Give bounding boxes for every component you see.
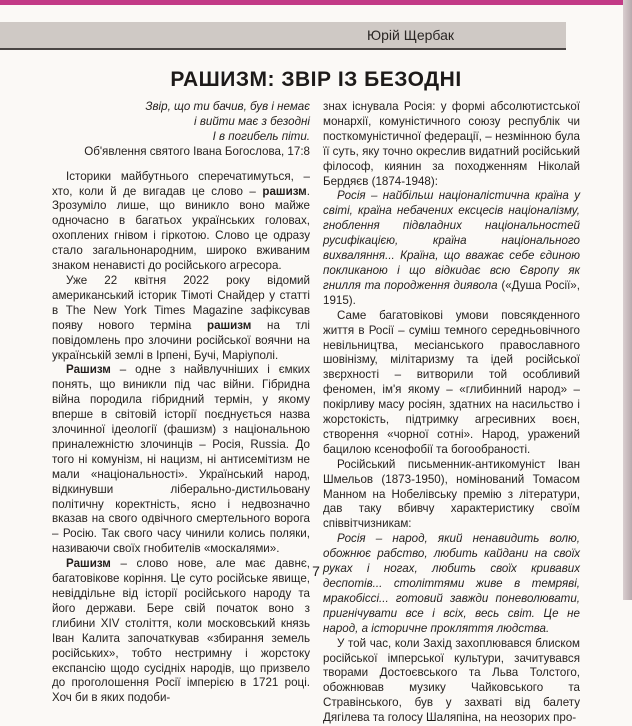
paragraph: Російський письменник-антикомуніст Іван Шмельов (1873-1950), номінований Томасом Манном на Нобелівську премію з літератури, дав таку вбивчу характеристику своїм співвітчизникам:: [323, 457, 580, 531]
paragraph: Саме багатовікові умови повсякденного життя в Росії – суміш темного середньовічного невільництва, месіанського православного шовінізму, мілітаризму та ідей російської звєрхності – витворили той особливий феномен, ім'я якому – «глибинний народ» – покірливу масу росіян, здатних на насильство і жорстокість, підтримку агресивних воєн, створення «чорної сотні». Народ, уражений бацилою ксенофобії та богообраності.: [323, 308, 580, 456]
page-number: 7: [312, 563, 320, 579]
epigraph-line: І в погибель піти.: [212, 129, 310, 143]
paragraph: [52, 170, 310, 274]
paragraph: [52, 274, 310, 363]
bold-term: Рашизм: [66, 557, 111, 571]
paragraph-text: Уже 22 квітня 2022 року відомий американський історик Тімоті Снайдер у статті в The New York Times Magazine зафіксував появу нового терміна: [52, 273, 310, 332]
paragraph-text: на тлі повідомлень про злочини російської воячни на українській землі в Ірпені, Бучі, Маріуполі.: [52, 318, 310, 362]
quote-source: («Душа Росії», 1915).: [323, 278, 580, 307]
quote: [323, 189, 580, 308]
bold-term: рашизм: [206, 318, 252, 332]
right-column: [323, 100, 580, 726]
top-color-strip: [0, 0, 632, 5]
bold-term: рашизм: [262, 184, 307, 198]
quote: Росія – народ, який ненавидить волю, обожнює рабство, любить кайдани на своїх руках і ногах, любить своїх кривавих деспотів... століттями живе в темряві, мракобіссі... готовий завжди поневолювати, пригнічувати все і всіх, весь світ. Це не народ, а історичне прокляття людства.: [323, 532, 580, 635]
paragraph: [52, 363, 310, 557]
paragraph: У той час, коли Захід захоплювався блиском російської імперської культури, зачитувався творами Достоєвського та Льва Толстого, обожнював музику Чайковського та Стравінського, був у захваті від балету Дягілева та голосу Шаляпіна, на неозорих про-: [323, 636, 580, 725]
running-header: [0, 22, 566, 50]
paragraph-text: – одне з найвлучніших і ємких понять, що виникли під час війни. Гібридна війна породила гібридний термін, у якому вперше в світовій історії поєднується назва злочинної ідеології (фашизм) з національною приналежністю злочинців – Росія, Russia. До того ні комунізм, ні нацизм, ні антисемітизм не мали «національності». Український народ, відкинувши ліберально-дистильовану політичну коректність, ясно і недвозначно вказав на свого одвічного смертельного ворога – Росію. Так свого часу чинили колись поляки, називаючи своїх гнобителів «москалями».: [52, 363, 310, 556]
bold-term: Рашизм: [66, 363, 111, 377]
left-column: [52, 100, 310, 706]
paragraph-text: Історики майбутнього сперечатимуться, – хто, коли й де вигадав це слово –: [52, 169, 310, 198]
paragraph: знах існувала Росія: у формі абсолютистської монархії, комуністичного союзу республік чи посткомуністичної федерації, – незмінною була її суть, яку точно окреслив видатний російський філософ, киянин за походженням Ніколай Бердяєв (1874-1948):: [323, 100, 580, 188]
paragraph-text: – слово нове, але має давнє, багатовікове коріння. Це суто російське явище, невіддільне від історії російського народу та його держави. Бере свій початок воно з глибини XIV століття, коли московський князь Іван Калита започаткував «збирання земель російських», тобто нестримну і жорстоку експансію щодо сусідніх народів, що призвело до проголошення Росії імперією в 1721 році. Хоч би в яких подоби-: [52, 557, 310, 705]
epigraph-line: Звір, що ти бачив, був і немає: [145, 100, 310, 113]
epigraph-line: і вийти має з безодні: [194, 114, 310, 128]
quote-text: Росія – найбільш націоналістична країна у світі, країна небачених ексцесів націоналізму, гноблення підвладних національностей русифікацією, країна національного вихваляння... Країна, що вважає себе єдиною покликаною і що відкидає всю Європу як гнилля та породження диявола: [323, 189, 580, 292]
paragraph: [52, 557, 310, 706]
epigraph-source: Об'явлення святого Івана Богослова, 17:8: [84, 144, 310, 158]
paragraph-text: . Зрозуміло лише, що виникло воно майже одночасно в багатьох українських головах, охоплених гнівом і гіркотою. Слово це одразу стало загальнонародним, широко вживаним знаком ненависті до російського агресора.: [52, 184, 310, 273]
article-title: РАШИЗМ: ЗВІР ІЗ БЕЗОДНІ: [170, 68, 462, 91]
header-author: Юрій Щербак: [366, 27, 454, 43]
